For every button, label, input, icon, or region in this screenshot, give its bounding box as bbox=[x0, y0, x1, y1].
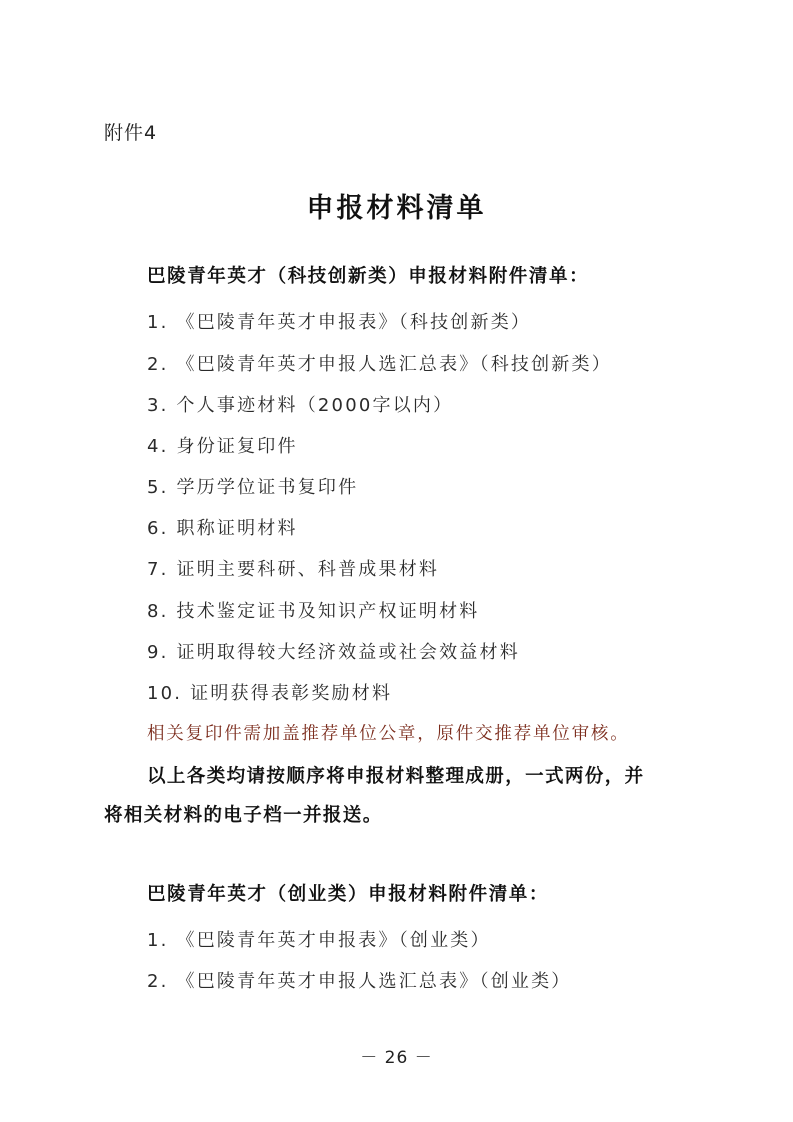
list-item: 9. 证明取得较大经济效益或社会效益材料 bbox=[147, 642, 520, 663]
binding-instruction-line-1: 以上各类均请按顺序将申报材料整理成册，一式两份，并 bbox=[147, 766, 645, 787]
stamp-note: 相关复印件需加盖推荐单位公章，原件交推荐单位审核。 bbox=[147, 724, 630, 744]
list-item: 1. 《巴陵青年英才申报表》（科技创新类） bbox=[147, 312, 532, 333]
list-item: 10. 证明获得表彰奖励材料 bbox=[147, 683, 393, 704]
section-heading-tech: 巴陵青年英才（科技创新类）申报材料附件清单： bbox=[147, 266, 590, 287]
page-number: － 26 － bbox=[360, 1048, 433, 1068]
list-item: 5. 学历学位证书复印件 bbox=[147, 477, 359, 498]
list-item: 7. 证明主要科研、科普成果材料 bbox=[147, 559, 440, 580]
attachment-label: 附件4 bbox=[104, 122, 158, 144]
list-item: 3. 个人事迹材料（2000字以内） bbox=[147, 395, 454, 416]
binding-instruction-line-2: 将相关材料的电子档一并报送。 bbox=[104, 805, 383, 826]
page-title: 申报材料清单 bbox=[306, 193, 487, 224]
list-item: 4. 身份证复印件 bbox=[147, 436, 298, 457]
section-heading-startup: 巴陵青年英才（创业类）申报材料附件清单： bbox=[147, 884, 550, 905]
list-item: 6. 职称证明材料 bbox=[147, 518, 298, 539]
list-item: 2. 《巴陵青年英才申报人选汇总表》（科技创新类） bbox=[147, 354, 612, 375]
list-item: 8. 技术鉴定证书及知识产权证明材料 bbox=[147, 601, 480, 622]
list-item: 1. 《巴陵青年英才申报表》（创业类） bbox=[147, 930, 491, 951]
list-item: 2. 《巴陵青年英才申报人选汇总表》（创业类） bbox=[147, 971, 572, 992]
